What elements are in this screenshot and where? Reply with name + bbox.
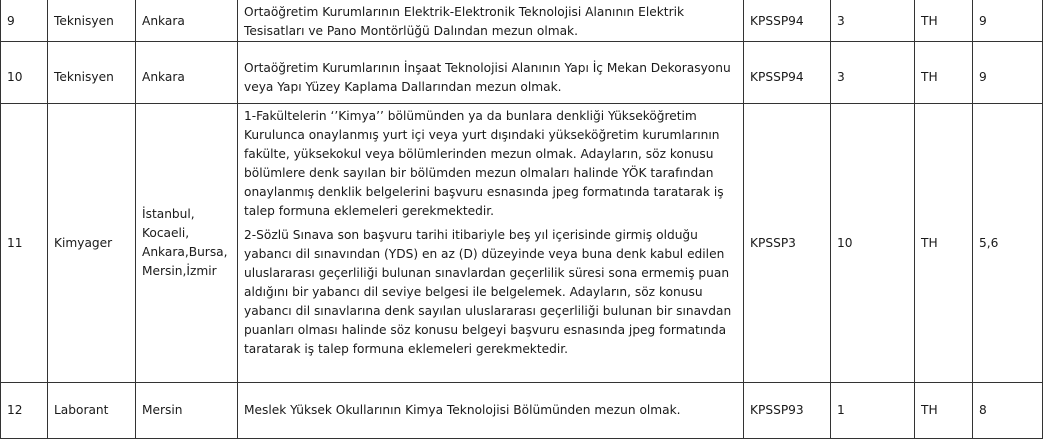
position-code: 9: [973, 42, 1043, 104]
position-code: 8: [973, 383, 1043, 439]
position-code: 5,6: [973, 104, 1043, 383]
requirement-text: 1-Fakültelerin ‘’Kimya’’ bölümünden ya da bunlara denkliği Yükseköğretim Kurulunca onaylanmış yurt içi veya yurt dışındaki yükseköğretim kurumlarının fakülte, yüksekokul veya bölümlerinden mezun olmak. Adayların, söz konusu bölümlere denk sayılan bir bölümden mezun olmaları halinde YÖK tarafından onaylanmış denklik belgelerini başvuru esnasında jpeg formatında taratarak iş talep formuna eklemeleri gerekmektedir.: [244, 109, 724, 218]
position-title: Teknisyen: [48, 0, 136, 42]
kpss-score-type: KPSSP94: [744, 0, 831, 42]
requirement-text: Ortaöğretim Kurumlarının İnşaat Teknolojisi Alanının Yapı İç Mekan Dekorasyonu veya Yapı Yüzey Kaplama Dallarından mezun olmak.: [244, 60, 731, 94]
position-count: 1: [831, 383, 915, 439]
kpss-score-type: KPSSP3: [744, 104, 831, 383]
position-type: TH: [915, 0, 973, 42]
position-count: 3: [831, 42, 915, 104]
position-title: Kimyager: [48, 104, 136, 383]
row-number: 10: [1, 42, 48, 104]
position-requirements: [238, 383, 744, 439]
row-number: 11: [1, 104, 48, 383]
position-title: Laborant: [48, 383, 136, 439]
position-requirements: [238, 0, 744, 42]
position-city: Ankara: [136, 42, 238, 104]
position-requirements: [238, 42, 744, 104]
position-type: TH: [915, 42, 973, 104]
row-number: 12: [1, 383, 48, 439]
position-count: 10: [831, 104, 915, 383]
table-row: [1, 104, 1043, 383]
position-type: TH: [915, 383, 973, 439]
requirement-text: 2-Sözlü Sınava son başvuru tarihi itibariyle beş yıl içerisinde girmiş olduğu yabancı dil sınavından (YDS) en az (D) düzeyinde veya buna denk kabul edilen uluslararası geçerliliği bulunan sınavlardan geçerlilik süresi sona ermemiş puan aldığını bir yabancı dil seviye belgesi ile belgelemek. Adayların, söz konusu yabancı dil sınavlarına denk sayılan uluslararası geçerliliği bulunan bir sınavdan puanları olması halinde söz konusu belgeyi başvuru esnasında jpeg formatında taratarak iş talep formuna eklemeleri gerekmektedir.: [244, 228, 732, 356]
position-code: 9: [973, 0, 1043, 42]
kpss-score-type: KPSSP94: [744, 42, 831, 104]
table-row: [1, 0, 1043, 42]
position-type: TH: [915, 104, 973, 383]
position-city: İstanbul, Kocaeli, Ankara,Bursa, Mersin,İzmir: [136, 104, 238, 383]
kpss-score-type: KPSSP93: [744, 383, 831, 439]
requirement-text: Ortaöğretim Kurumlarının Elektrik-Elektronik Teknolojisi Alanının Elektrik Tesisatları ve Pano Montörlüğü Dalından mezun olmak.: [244, 4, 685, 38]
row-number: 9: [1, 0, 48, 42]
position-requirements: [238, 104, 744, 383]
position-city: Mersin: [136, 383, 238, 439]
requirement-text: Meslek Yüksek Okullarının Kimya Teknolojisi Bölümünden mezun olmak.: [244, 403, 681, 417]
table-row: [1, 383, 1043, 439]
position-title: Teknisyen: [48, 42, 136, 104]
table-row: [1, 42, 1043, 104]
position-city: Ankara: [136, 0, 238, 42]
position-count: 3: [831, 0, 915, 42]
